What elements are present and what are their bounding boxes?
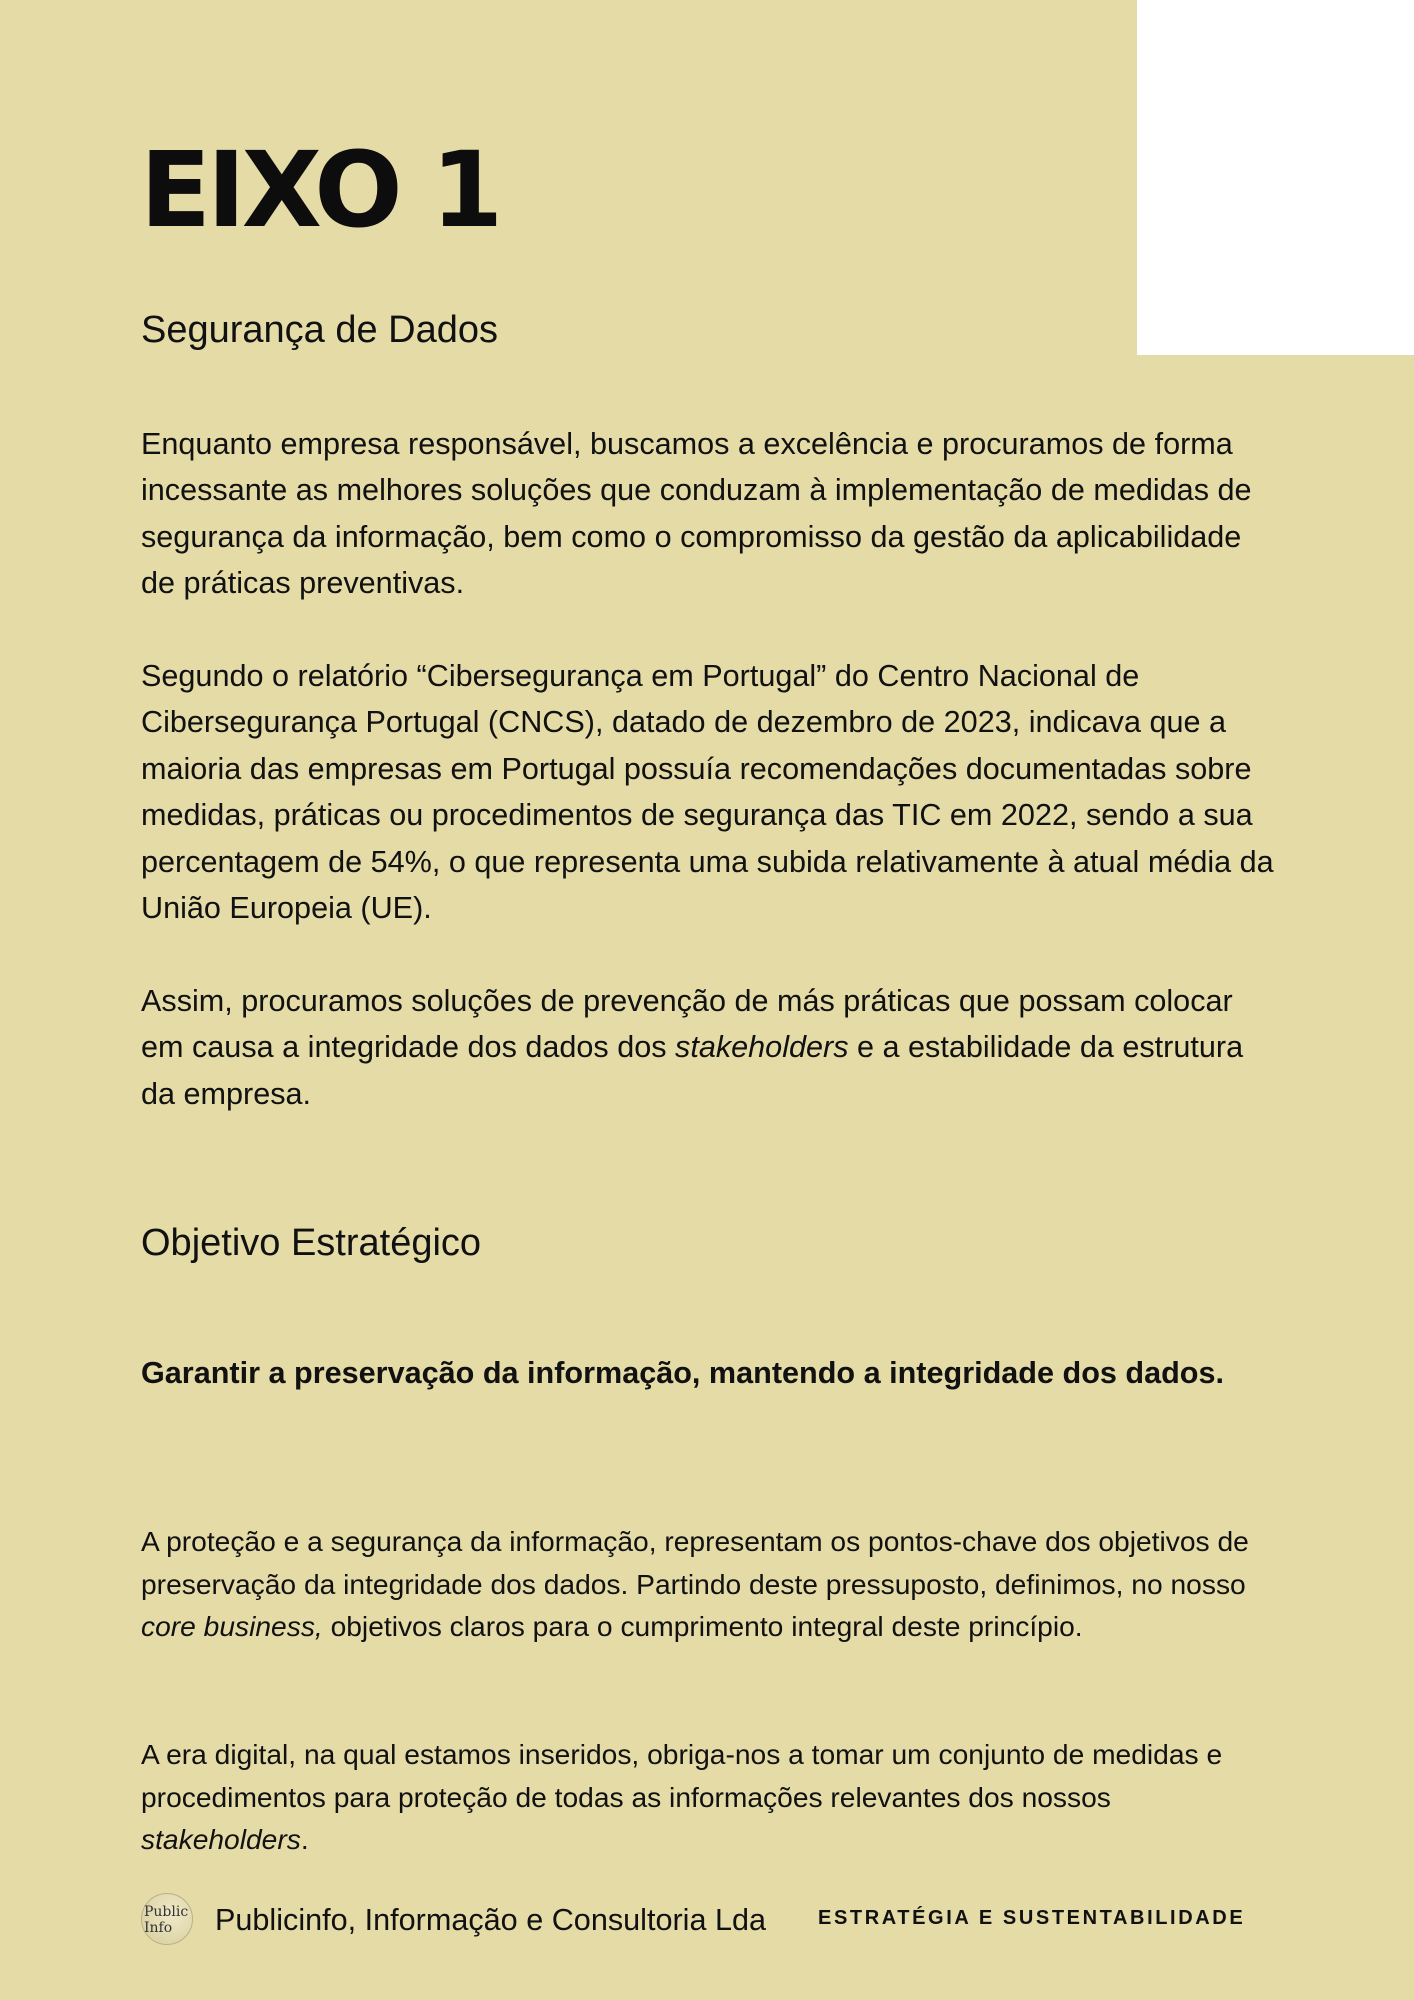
company-logo [141,1893,193,1945]
text-run: objetivos claros para o cumprimento integral deste princípio. [322,1610,1083,1643]
footer-company-name: Publicinfo, Informação e Consultoria Lda [215,1903,767,1937]
logo-text-line-1: Public [144,1904,189,1920]
intro-paragraph-1: Enquanto empresa responsável, buscamos a excelência e procuramos de forma incessante as melhores soluções que conduzam à implementação de medidas de segurança da informação, bem como o compromisso da gestão da aplicabilidade de práticas preventivas. [141,427,1252,601]
text-run: . [300,1823,309,1856]
page-subtitle: Segurança de Dados [141,309,499,351]
objective-paragraph-2 [141,1733,1281,1861]
emphasis-stakeholders: stakeholders [675,1030,849,1065]
emphasis-core-business: core business, [141,1610,323,1643]
text-run: A era digital, na qual estamos inseridos, obriga-nos a tomar um conjunto de medidas e procedimentos para proteção de todas as informações relevantes dos nossos [141,1738,1223,1813]
page-title: EIXO 1 [140,129,500,251]
objective-highlight: Garantir a preservação da informação, mantendo a integridade dos dados. [141,1356,1224,1390]
objective-paragraph-1 [141,1520,1281,1648]
text-run: A proteção e a segurança da informação, representam os pontos-chave dos objetivos de preservação da integridade dos dados. Partindo deste pressuposto, definimos, no nosso [141,1525,1249,1600]
logo-text-line-2: Info [144,1920,173,1936]
emphasis-stakeholders: stakeholders [141,1823,301,1856]
intro-paragraph-3 [141,978,1281,1117]
intro-paragraph-2: Segundo o relatório “Cibersegurança em Portugal” do Centro Nacional de Cibersegurança Portugal (CNCS), datado de dezembro de 2023, indicava que a maioria das empresas em Portugal possuía recomendações documentadas sobre medidas, práticas ou procedimentos de segurança das TIC em 2022, sendo a sua percentagem de 54%, o que representa uma subida relativamente à atual média da União Europeia (UE). [141,659,1274,926]
section-heading-objective: Objetivo Estratégico [141,1222,482,1264]
footer-section-label: ESTRATÉGIA E SUSTENTABILIDADE [818,1907,1246,1929]
text-run: Assim, procuramos soluções de prevenção de más práticas que possam colocar em causa a integridade dos dados dos [141,984,1233,1065]
corner-white-block [1137,0,1414,355]
text-run: e a estabilidade da estrutura da empresa. [141,1030,1244,1111]
